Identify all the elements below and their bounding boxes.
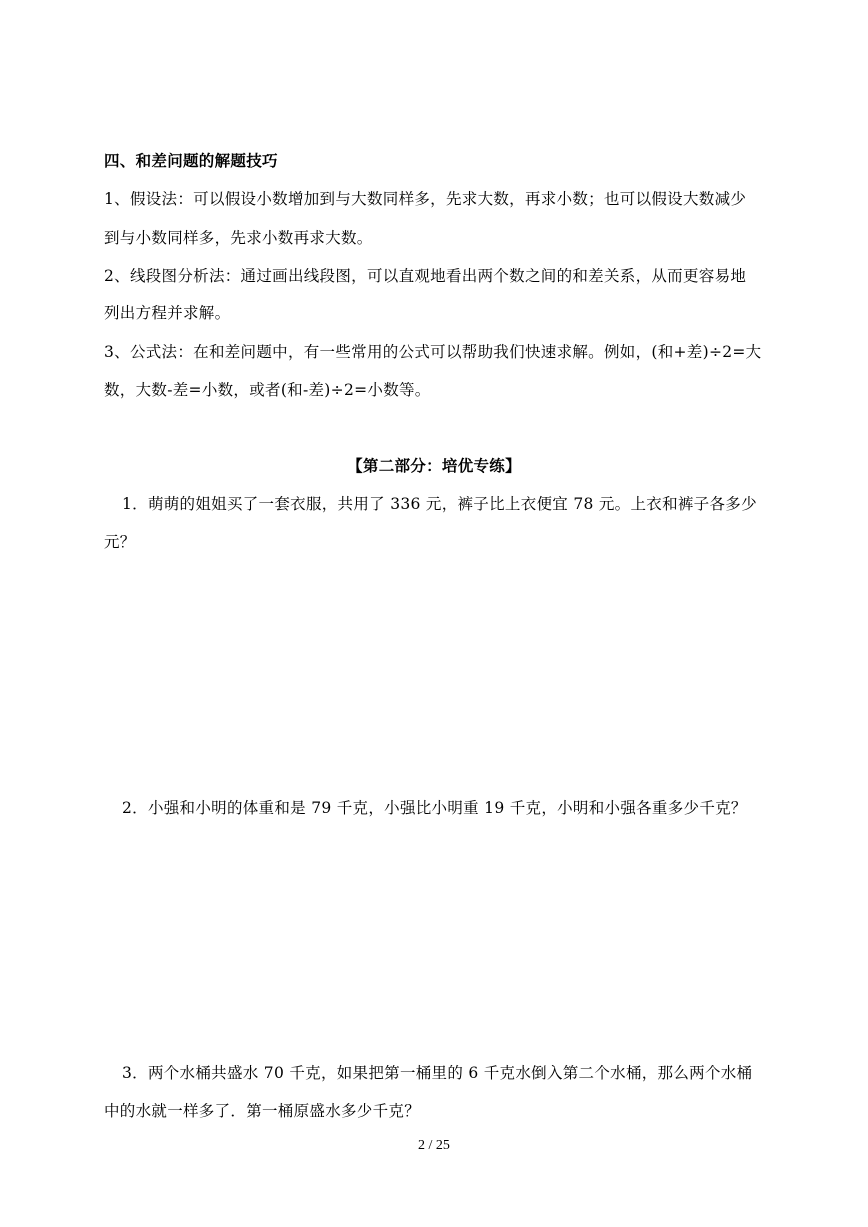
section-heading: 四、和差问题的解题技巧 xyxy=(104,151,278,170)
question-3-line-2: 中的水就一样多了．第一桶原盛水多少千克？ xyxy=(104,1102,421,1120)
question-1-line-2: 元？ xyxy=(104,533,136,551)
method-2-line-1: 2、线段图分析法：通过画出线段图，可以直观地看出两个数之间的和差关系，从而更容易地 xyxy=(104,267,747,285)
method-3-line-2: 数，大数-差=小数，或者(和-差)÷2=小数等。 xyxy=(104,381,431,399)
question-3-line-1: 3．两个水桶共盛水 70 千克，如果把第一桶里的 6 千克水倒入第二个水桶，那么两个水桶 xyxy=(122,1064,753,1082)
method-1-line-2: 到与小数同样多，先求小数再求大数。 xyxy=(104,229,373,247)
question-1-line-1: 1．萌萌的姐姐买了一套衣服，共用了 336 元，裤子比上衣便宜 78 元。上衣和裤子各多少 xyxy=(122,495,757,513)
page-number: 2 / 25 xyxy=(418,1138,450,1153)
question-2-line-1: 2．小强和小明的体重和是 79 千克，小强比小明重 19 千克，小明和小强各重多少千克？ xyxy=(122,799,747,817)
method-2-line-2: 列出方程并求解。 xyxy=(104,304,231,322)
method-1-line-1: 1、假设法：可以假设小数增加到与大数同样多，先求大数，再求小数；也可以假设大数减少 xyxy=(104,190,747,208)
part-title: 【第二部分：培优专练】 xyxy=(347,456,521,475)
method-3-line-1: 3、公式法：在和差问题中，有一些常用的公式可以帮助我们快速求解。例如，(和+差)÷2=大 xyxy=(104,343,762,361)
